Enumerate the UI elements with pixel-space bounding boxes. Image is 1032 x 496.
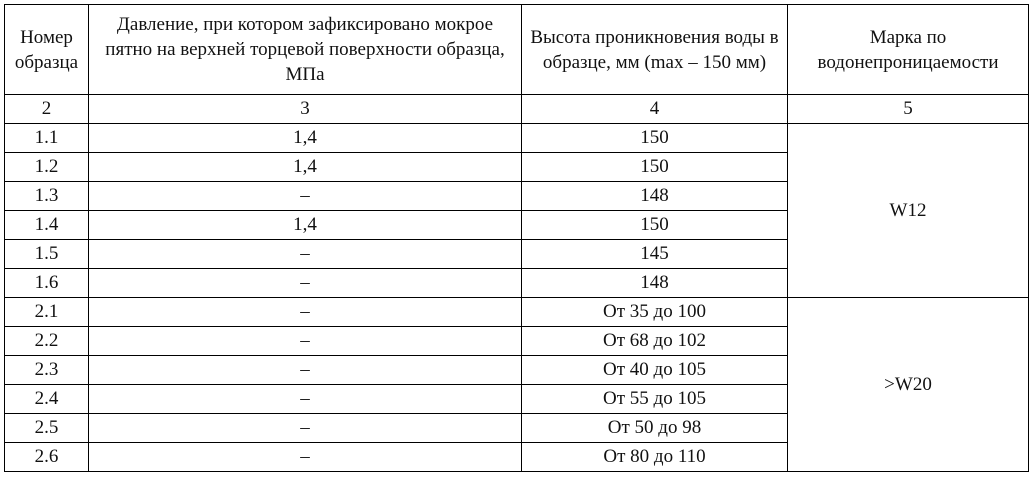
sample-cell: 2.2 [5, 327, 89, 356]
column-number: 3 [89, 95, 522, 124]
sample-cell: 1.5 [5, 240, 89, 269]
sample-cell: 1.1 [5, 124, 89, 153]
height-cell: 145 [522, 240, 788, 269]
header-sample-number: Номер образца [5, 5, 89, 95]
sample-cell: 1.3 [5, 182, 89, 211]
height-cell: От 80 до 110 [522, 443, 788, 472]
sample-cell: 1.6 [5, 269, 89, 298]
pressure-cell: 1,4 [89, 124, 522, 153]
sample-cell: 1.2 [5, 153, 89, 182]
sample-cell: 2.4 [5, 385, 89, 414]
table-row [5, 298, 1029, 327]
pressure-cell: – [89, 414, 522, 443]
pressure-cell: – [89, 182, 522, 211]
header-penetration-height: Высота проникновения воды в образце, мм (max – 150 мм) [522, 5, 788, 95]
pressure-cell: – [89, 240, 522, 269]
pressure-cell: – [89, 298, 522, 327]
grade-cell-group-1: W12 [788, 124, 1029, 298]
grade-cell-group-2: >W20 [788, 298, 1029, 472]
height-cell: От 35 до 100 [522, 298, 788, 327]
height-cell: От 55 до 105 [522, 385, 788, 414]
height-cell: 148 [522, 269, 788, 298]
height-cell: 150 [522, 124, 788, 153]
water-resistance-table [4, 4, 1029, 472]
sample-cell: 2.6 [5, 443, 89, 472]
sample-cell: 1.4 [5, 211, 89, 240]
sample-cell: 2.3 [5, 356, 89, 385]
pressure-cell: – [89, 269, 522, 298]
sample-cell: 2.5 [5, 414, 89, 443]
pressure-cell: – [89, 443, 522, 472]
pressure-cell: 1,4 [89, 211, 522, 240]
pressure-cell: 1,4 [89, 153, 522, 182]
height-cell: 150 [522, 153, 788, 182]
pressure-cell: – [89, 385, 522, 414]
height-cell: От 50 до 98 [522, 414, 788, 443]
header-grade: Марка по водонепроницаемости [788, 5, 1029, 95]
column-number: 2 [5, 95, 89, 124]
column-number-row [5, 95, 1029, 124]
pressure-cell: – [89, 356, 522, 385]
sample-cell: 2.1 [5, 298, 89, 327]
header-pressure: Давление, при котором зафиксировано мокрое пятно на верхней торцевой поверхности образца, МПа [89, 5, 522, 95]
height-cell: От 40 до 105 [522, 356, 788, 385]
height-cell: 150 [522, 211, 788, 240]
header-row [5, 5, 1029, 95]
pressure-cell: – [89, 327, 522, 356]
table-row [5, 124, 1029, 153]
height-cell: 148 [522, 182, 788, 211]
height-cell: От 68 до 102 [522, 327, 788, 356]
column-number: 4 [522, 95, 788, 124]
column-number: 5 [788, 95, 1029, 124]
